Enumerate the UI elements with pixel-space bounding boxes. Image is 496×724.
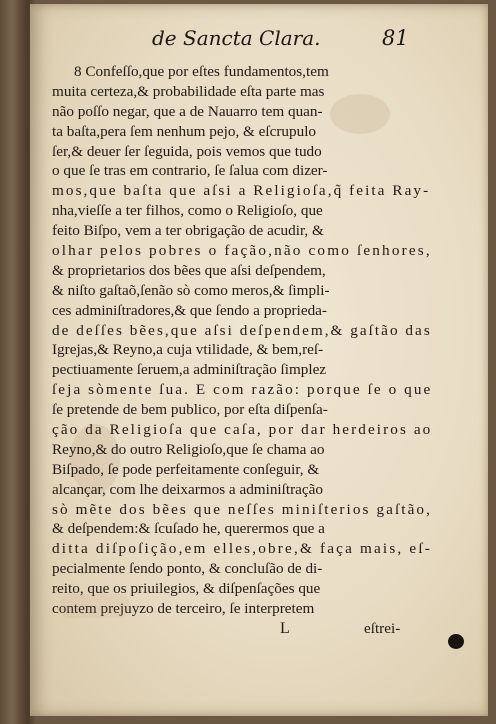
text-line: mos,que baſta que aſsi a Religioſa,q̃ feita Ray- bbox=[52, 182, 431, 200]
page-footer bbox=[52, 619, 432, 641]
running-title: de Sancta Clara. bbox=[152, 26, 321, 50]
catchword: eſtrei- bbox=[364, 619, 401, 637]
text-line: sò mẽte dos bẽes que neſſes miniſterios gaſtão, bbox=[52, 500, 432, 518]
text-line: Igrejas,& Reyno,a cuja vtilidade, & bem,reſ- bbox=[52, 341, 324, 359]
text-line: & proprietarios dos bẽes que aſsi deſpendem, bbox=[52, 261, 326, 279]
text-line: nha,vieſſe a ter filhos, como o Religioſo, que bbox=[52, 202, 323, 220]
ink-blot bbox=[448, 634, 464, 649]
text-line: Biſpado, ſe pode perfeitamente conſeguir, & bbox=[52, 460, 320, 478]
faded-stamp bbox=[60, 594, 130, 618]
page-header bbox=[30, 26, 488, 52]
text-line: ſer,& deuer ſer ſeguida, pois vemos que tudo bbox=[52, 142, 322, 160]
text-line: & niſto gaſtaõ,ſenão sò como meros,& ſimpli- bbox=[52, 281, 330, 299]
text-line: ditta diſpoſição,em elles,obre,& faça mais, eſ- bbox=[52, 540, 432, 558]
text-line: ces adminiſtradores,& que ſendo a proprieda- bbox=[52, 301, 327, 319]
text-line: pecialmente ſendo ponto, & concluſão de di- bbox=[52, 560, 323, 578]
text-line: muita certeza,& probabilidade eſta parte mas bbox=[52, 82, 325, 100]
text-line: reito, que os priuilegios, & diſpenſações que bbox=[52, 580, 321, 598]
text-line: Reyno,& do outro Religioſo,que ſe chama ao bbox=[52, 440, 325, 458]
text-line: ſeja sòmente ſua. E com razão: porque ſe o que bbox=[52, 381, 433, 399]
text-line: o que ſe tras em contrario, ſe ſalua com dizer- bbox=[52, 162, 328, 180]
text-line: olhar pelos pobres o fação,não como ſenhores, bbox=[52, 242, 432, 260]
text-line: alcançar, com lhe deixarmos a adminiſtração bbox=[52, 480, 323, 498]
body-text bbox=[52, 62, 432, 641]
book-page bbox=[30, 4, 488, 716]
text-line: não poſſo negar, que a de Nauarro tem quan- bbox=[52, 102, 323, 120]
text-line: ta baſta,pera ſem nenhum pejo, & eſcrupulo bbox=[52, 122, 317, 140]
text-line: 8 Confeſſo,que por eſtes fundamentos,tem bbox=[74, 63, 329, 80]
text-line: contem prejuyzo de terceiro, ſe interpretem bbox=[52, 600, 315, 618]
text-line: & deſpendem:& ſcuſado he, querermos que a bbox=[52, 520, 325, 538]
text-line: feito Biſpo, vem a ter obrigação de acudir, & bbox=[52, 222, 324, 240]
text-line: ção da Religioſa que caſa, por dar herdeiros ao bbox=[52, 421, 433, 439]
page-number: 81 bbox=[382, 26, 409, 50]
text-line: de deſſes bẽes,que aſsi deſpendem,& gaſtão das bbox=[52, 321, 432, 339]
text-line: pectiuamente ſeruem,a adminiſtração ſimplez bbox=[52, 361, 327, 379]
text-line: ſe pretende de bem publico, por eſta diſpenſa- bbox=[52, 401, 328, 419]
signature-mark: L bbox=[280, 619, 290, 637]
